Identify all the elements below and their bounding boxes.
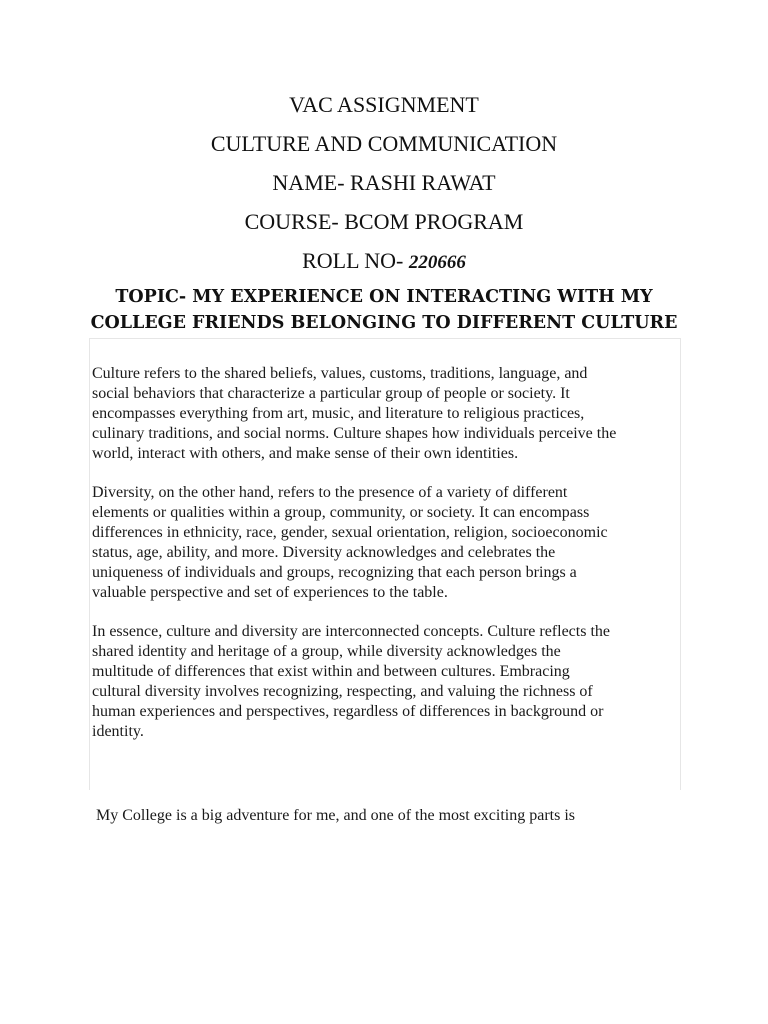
text-line: world, interact with others, and make sense of their own identities. (92, 445, 519, 462)
text-line: multitude of differences that exist within and between cultures. Embracing (92, 663, 570, 680)
text-line: social behaviors that characterize a particular group of people or society. It (92, 385, 570, 402)
assignment-title: VAC ASSIGNMENT (289, 92, 479, 117)
roll-number-label: ROLL NO- (302, 248, 409, 273)
paragraph-culture (92, 364, 680, 464)
text-line: My College is a big adventure for me, and one of the most exciting parts is (92, 807, 575, 824)
subject-title: CULTURE AND COMMUNICATION (210, 131, 558, 156)
text-line: valuable perspective and set of experiences to the table. (92, 584, 448, 601)
text-line: identity. (92, 723, 144, 740)
essay-body (89, 338, 681, 824)
text-line: differences in ethnicity, race, gender, sexual orientation, religion, socioeconomic (92, 524, 608, 541)
text-line: uniqueness of individuals and groups, recognizing that each person brings a (92, 564, 577, 581)
topic-line-1: TOPIC- MY EXPERIENCE ON INTERACTING WITH MY (115, 287, 653, 307)
student-name: NAME- RASHI RAWAT (272, 170, 496, 195)
topic-line-2: COLLEGE FRIENDS BELONGING TO DIFFERENT CULTURE (90, 313, 678, 333)
paragraph-college (92, 766, 680, 866)
paragraph-diversity (92, 483, 680, 603)
text-line: In essence, culture and diversity are interconnected concepts. Culture reflects the (92, 623, 610, 640)
roll-number (0, 247, 768, 277)
roll-number-value: 220666 (408, 252, 466, 273)
text-line: Diversity, on the other hand, refers to the presence of a variety of different (92, 484, 568, 501)
text-line: cultural diversity involves recognizing, respecting, and valuing the richness of (92, 683, 593, 700)
text-line: elements or qualities within a group, community, or society. It can encompass (92, 504, 590, 521)
text-line: shared identity and heritage of a group, while diversity acknowledges the (92, 643, 561, 660)
topic-heading (60, 284, 708, 336)
text-line: Culture refers to the shared beliefs, values, customs, traditions, language, and (92, 365, 588, 382)
text-line: status, age, ability, and more. Diversity acknowledges and celebrates the (92, 544, 556, 561)
text-line: encompasses everything from art, music, and literature to religious practices, (92, 405, 585, 422)
course-name: COURSE- BCOM PROGRAM (244, 209, 524, 234)
text-line: culinary traditions, and social norms. Culture shapes how individuals perceive the (92, 425, 617, 442)
text-line: human experiences and perspectives, regardless of differences in background or (92, 703, 604, 720)
paragraph-essence (92, 622, 680, 742)
